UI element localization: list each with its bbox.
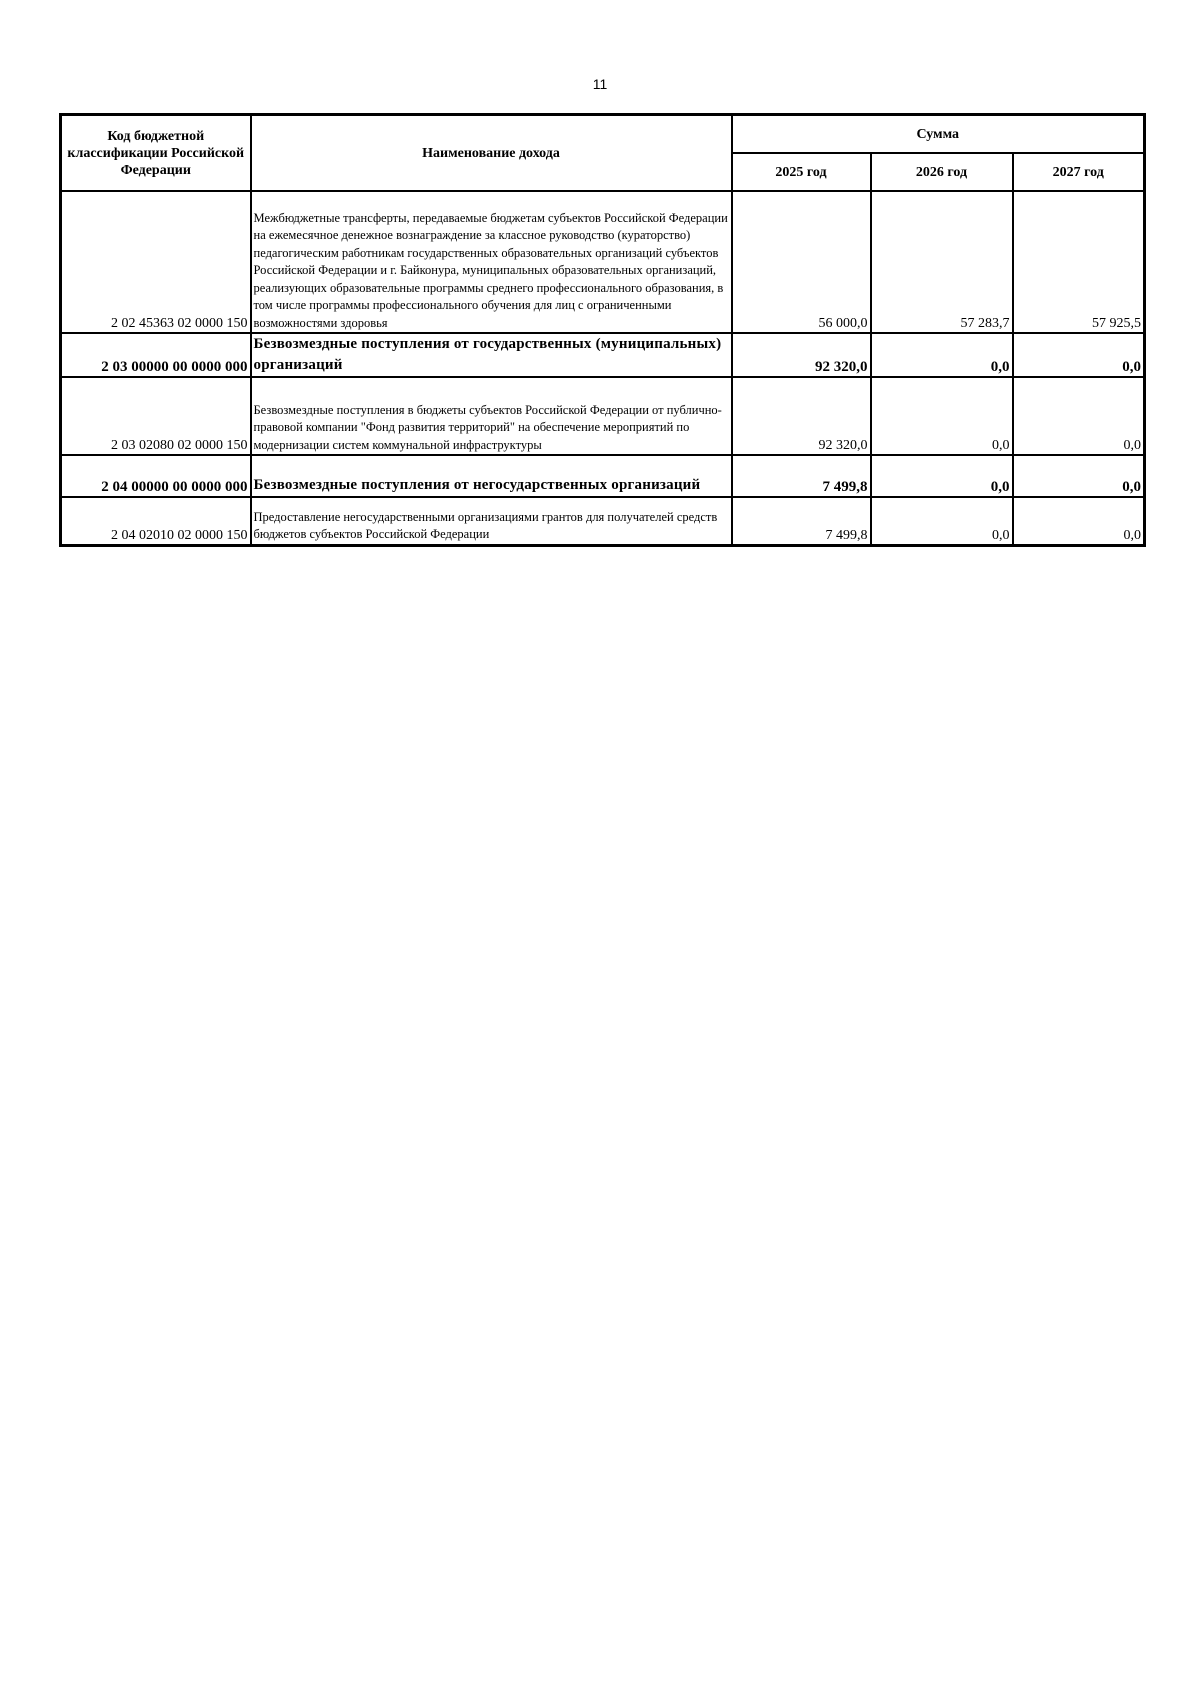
row-value-2025: 92 320,0 bbox=[732, 377, 871, 455]
row-value-2026: 0,0 bbox=[871, 377, 1013, 455]
row-name: Предоставление негосударственными организациями грантов для получателей средств бюджетов субъектов Российской Федерации bbox=[251, 497, 732, 545]
row-value-2027: 0,0 bbox=[1013, 333, 1145, 377]
row-value-2026: 0,0 bbox=[871, 497, 1013, 545]
table-row bbox=[61, 377, 1145, 455]
row-value-2027: 0,0 bbox=[1013, 455, 1145, 497]
row-value-2025: 92 320,0 bbox=[732, 333, 871, 377]
row-value-2027: 0,0 bbox=[1013, 377, 1145, 455]
table-row-total bbox=[61, 455, 1145, 497]
row-value-2025: 7 499,8 bbox=[732, 497, 871, 545]
page-number: 11 bbox=[592, 76, 608, 92]
header-year-2026: 2026 год bbox=[871, 153, 1013, 191]
row-code: 2 04 00000 00 0000 000 bbox=[61, 455, 251, 497]
row-name: Безвозмездные поступления в бюджеты субъектов Российской Федерации от публично-правовой компании "Фонд развития территорий" на обеспечение мероприятий по модернизации систем коммунальной инфраструктуры bbox=[251, 377, 732, 455]
row-value-2025: 56 000,0 bbox=[732, 191, 871, 333]
row-value-2026: 0,0 bbox=[871, 455, 1013, 497]
row-name: Межбюджетные трансферты, передаваемые бюджетам субъектов Российской Федерации на ежемесячное денежное вознаграждение за классное руководство (кураторство) педагогическим работникам государственных образовательных организаций субъектов Российской Федерации и г. Байконура, муниципальных образовательных организаций, реализующих образовательные программы среднего профессионального образования, в том числе программы профессионального обучения для лиц с ограниченными возможностями здоровья bbox=[251, 191, 732, 333]
table-row-total bbox=[61, 333, 1145, 377]
row-name: Безвозмездные поступления от негосударственных организаций bbox=[251, 455, 732, 497]
row-code: 2 03 02080 02 0000 150 bbox=[61, 377, 251, 455]
header-name: Наименование дохода bbox=[251, 115, 732, 192]
row-value-2025: 7 499,8 bbox=[732, 455, 871, 497]
row-code: 2 02 45363 02 0000 150 bbox=[61, 191, 251, 333]
header-year-2027: 2027 год bbox=[1013, 153, 1145, 191]
header-sum: Сумма bbox=[732, 115, 1145, 154]
revenue-table bbox=[59, 113, 1146, 547]
header-code: Код бюджетной классификации Российской Федерации bbox=[61, 115, 251, 192]
table-row bbox=[61, 191, 1145, 333]
row-value-2026: 0,0 bbox=[871, 333, 1013, 377]
row-value-2026: 57 283,7 bbox=[871, 191, 1013, 333]
row-value-2027: 0,0 bbox=[1013, 497, 1145, 545]
row-code: 2 03 00000 00 0000 000 bbox=[61, 333, 251, 377]
row-value-2027: 57 925,5 bbox=[1013, 191, 1145, 333]
table-row bbox=[61, 497, 1145, 545]
row-name: Безвозмездные поступления от государственных (муниципальных) организаций bbox=[251, 333, 732, 377]
row-code: 2 04 02010 02 0000 150 bbox=[61, 497, 251, 545]
header-year-2025: 2025 год bbox=[732, 153, 871, 191]
